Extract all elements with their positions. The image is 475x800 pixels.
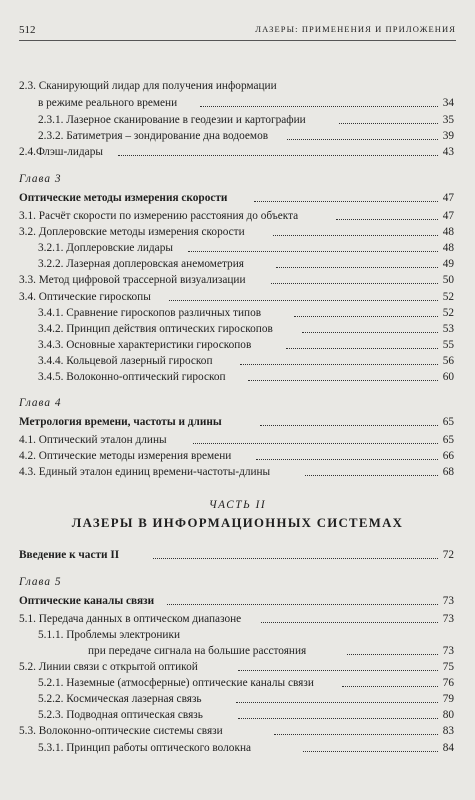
chapter-title: Оптические методы измерения скорости [19, 192, 228, 204]
chapter-label: Глава 5 [19, 576, 62, 588]
toc-entry [0, 241, 475, 255]
dot-leader [240, 354, 438, 365]
toc-page-number: 43 [442, 146, 454, 158]
toc-entry [0, 79, 475, 93]
toc-entry-text: 2.3.1. Лазерное сканирование в геодезии и картографии [38, 114, 306, 126]
running-title: ЛАЗЕРЫ: ПРИМЕНЕНИЯ И ПРИЛОЖЕНИЯ [255, 24, 456, 34]
toc-entry-text: в режиме реального времени [38, 97, 178, 109]
toc-entry-text: 5.2.1. Наземные (атмосферные) оптические каналы связи [38, 677, 314, 689]
chapter-title-entry [0, 594, 475, 608]
toc-entry-text: 4.1. Оптический эталон длины [19, 434, 167, 446]
toc-entry-text: 3.2.2. Лазерная доплеровская анемометрия [38, 258, 244, 270]
toc-entry [0, 628, 475, 642]
dot-leader [169, 290, 438, 301]
toc-entry [0, 644, 475, 658]
toc-entry [0, 676, 475, 690]
dot-leader [294, 306, 438, 317]
toc-entry-text: 3.1. Расчёт скорости по измерению расстояния до объекта [19, 210, 299, 222]
toc-entry-text: 3.4.4. Кольцевой лазерный гироскоп [38, 355, 213, 367]
toc-entry-text: 3.4.5. Волоконно-оптический гироскоп [38, 371, 226, 383]
dot-leader [167, 594, 438, 605]
chapter-label: Глава 3 [19, 173, 62, 185]
toc-entry [0, 433, 475, 447]
toc-entry-text: 3.4. Оптические гироскопы [19, 291, 151, 303]
toc-entry-text: 5.2.3. Подводная оптическая связь [38, 709, 203, 721]
toc-page-number: 73 [442, 613, 454, 625]
toc-entry-text: 5.3.1. Принцип работы оптического волокна [38, 742, 252, 754]
dot-leader [153, 548, 438, 559]
toc-entry [0, 660, 475, 674]
dot-leader [261, 612, 438, 623]
dot-leader [336, 209, 438, 220]
toc-entry-text: 5.2.2. Космическая лазерная связь [38, 693, 202, 705]
toc-page-number: 73 [442, 595, 454, 607]
toc-entry-text: при передаче сигнала на большие расстояния [88, 645, 307, 657]
toc-page-number: 84 [442, 742, 454, 754]
header-rule [19, 40, 456, 41]
chapter-title: Оптические каналы связи [19, 595, 155, 607]
part-title: ЛАЗЕРЫ В ИНФОРМАЦИОННЫХ СИСТЕМАХ [71, 516, 404, 530]
toc-entry [0, 338, 475, 352]
toc-entry-text: 5.3. Волоконно-оптические системы связи [19, 725, 223, 737]
dot-leader [287, 129, 438, 140]
dot-leader [305, 465, 438, 476]
toc-entry [0, 306, 475, 320]
toc-page-number: 75 [442, 661, 454, 673]
toc-page-number: 48 [442, 242, 454, 254]
dot-leader [236, 692, 438, 703]
dot-leader [286, 338, 438, 349]
toc-entry-text: 3.4.2. Принцип действия оптических гироскопов [38, 323, 273, 335]
toc-page-number: 47 [442, 192, 454, 204]
toc-page-number: 79 [442, 693, 454, 705]
toc-entry [0, 129, 475, 143]
toc-entry [0, 612, 475, 626]
toc-page-number: 65 [442, 434, 454, 446]
toc-entry-text: 2.3. Сканирующий лидар для получения информации [19, 80, 277, 92]
toc-page-number: 80 [442, 709, 454, 721]
toc-entry [0, 465, 475, 479]
toc-entry [0, 354, 475, 368]
toc-entry-text: 5.2. Линии связи с открытой оптикой [19, 661, 198, 673]
toc-page-number: 34 [442, 97, 454, 109]
chapter-title: Введение к части II [19, 549, 120, 561]
chapter-title-entry [0, 548, 475, 562]
dot-leader [342, 676, 438, 687]
dot-leader [347, 644, 438, 655]
dot-leader [254, 191, 438, 202]
toc-entry [0, 290, 475, 304]
toc-page-number: 65 [442, 416, 454, 428]
toc-page-number: 72 [442, 549, 454, 561]
toc-page-number: 56 [442, 355, 454, 367]
chapter-title-entry [0, 191, 475, 205]
toc-page-number: 50 [442, 274, 454, 286]
dot-leader [193, 433, 438, 444]
toc-entry [0, 322, 475, 336]
dot-leader [271, 273, 438, 284]
dot-leader [118, 145, 438, 156]
toc-entry [0, 209, 475, 223]
dot-leader [273, 225, 438, 236]
toc-entry-text: 4.3. Единый эталон единиц времени-частоты-длины [19, 466, 271, 478]
toc-entry [0, 449, 475, 463]
dot-leader [238, 660, 438, 671]
dot-leader [303, 741, 438, 752]
toc-page-number: 47 [442, 210, 454, 222]
toc-entry-text: 3.4.3. Основные характеристики гироскопов [38, 339, 252, 351]
toc-page-number: 68 [442, 466, 454, 478]
toc-page-number: 49 [442, 258, 454, 270]
toc-page-number: 39 [442, 130, 454, 142]
chapter-title-entry [0, 415, 475, 429]
toc-entry-text: 3.3. Метод цифровой трассерной визуализации [19, 274, 246, 286]
toc-entry [0, 724, 475, 738]
toc-entry-text: 3.2.1. Доплеровские лидары [38, 242, 173, 254]
toc-page-number: 73 [442, 645, 454, 657]
chapter-label: Глава 4 [19, 397, 62, 409]
toc-page-number: 60 [442, 371, 454, 383]
dot-leader [256, 449, 438, 460]
dot-leader [274, 724, 438, 735]
toc-page-number: 35 [442, 114, 454, 126]
toc-entry [0, 741, 475, 755]
toc-entry [0, 225, 475, 239]
dot-leader [248, 370, 438, 381]
dot-leader [238, 708, 438, 719]
dot-leader [339, 113, 438, 124]
toc-page-number: 55 [442, 339, 454, 351]
toc-page-number: 52 [442, 307, 454, 319]
toc-entry [0, 692, 475, 706]
toc-page-number: 83 [442, 725, 454, 737]
toc-page-number: 76 [442, 677, 454, 689]
toc-page-number: 52 [442, 291, 454, 303]
dot-leader [302, 322, 438, 333]
part-label: ЧАСТЬ II [208, 499, 267, 511]
dot-leader [260, 415, 438, 426]
toc-entry [0, 257, 475, 271]
toc-entry-text: 5.1.1. Проблемы электроники [38, 629, 181, 641]
toc-entry-text: 4.2. Оптические методы измерения времени [19, 450, 232, 462]
toc-entry [0, 370, 475, 384]
toc-entry [0, 145, 475, 159]
toc-entry [0, 708, 475, 722]
toc-entry [0, 96, 475, 110]
toc-entry-text: 3.2. Доплеровские методы измерения скорости [19, 226, 245, 238]
toc-entry-text: 3.4.1. Сравнение гироскопов различных типов [38, 307, 262, 319]
running-header [19, 24, 456, 38]
toc-entry-text: 2.3.2. Батиметрия – зондирование дна водоемов [38, 130, 269, 142]
dot-leader [200, 96, 438, 107]
dot-leader [276, 257, 438, 268]
chapter-title: Метрология времени, частоты и длины [19, 416, 222, 428]
toc-entry-text: 2.4.Флэш-лидары [19, 146, 103, 158]
toc-page-number: 48 [442, 226, 454, 238]
dot-leader [188, 241, 438, 252]
toc-page-number: 66 [442, 450, 454, 462]
toc-page-number: 53 [442, 323, 454, 335]
toc-entry [0, 273, 475, 287]
toc-entry-text: 5.1. Передача данных в оптическом диапазоне [19, 613, 242, 625]
page-number: 512 [19, 24, 36, 36]
toc-entry [0, 113, 475, 127]
